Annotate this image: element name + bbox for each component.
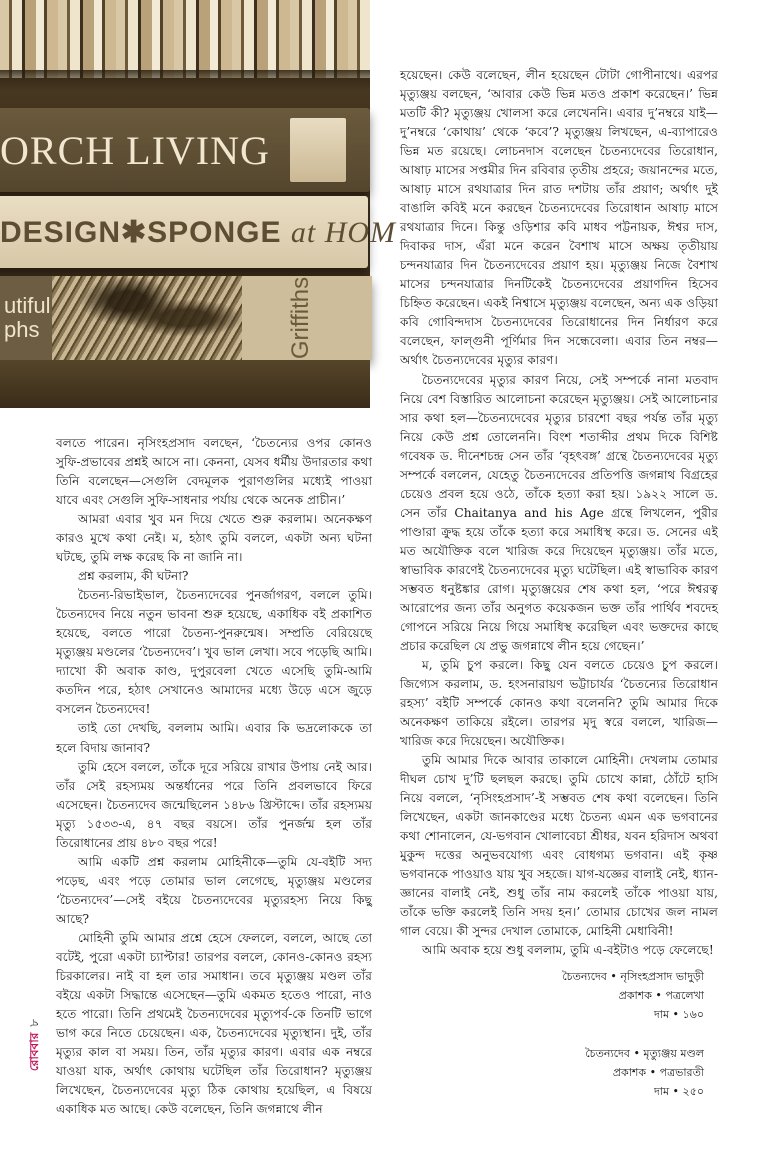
book-porch-living — [0, 108, 370, 192]
magazine-name: রোববার — [27, 1032, 41, 1072]
page-number: ৮ — [27, 1018, 41, 1027]
credit-title-author: চৈতন্যদেব • মৃত্যুঞ্জয় মণ্ডল — [585, 1046, 704, 1060]
book-griffiths — [0, 276, 372, 360]
book-credits — [464, 968, 704, 1101]
credit-publisher: প্রকাশক • পত্রভারতী — [612, 1065, 704, 1079]
paragraph: আমি অবাক হয়ে শুধু বললাম, তুমি এ-বইটাও পড়ে ফেলেছে! — [422, 943, 714, 958]
credit-price: দাম • ১৬০ — [653, 1007, 704, 1021]
book-title-line: utiful — [4, 292, 51, 318]
article-column-right — [400, 66, 718, 960]
paragraph: চৈতন্য-রিভাইভাল, চৈতন্যদেবের পুনর্জাগরণ, বললে তুমি। চৈতন্যদেব নিয়ে নতুন ভাবনা শুরু হয়েছে, একাধিক বই প্রকাশিত হয়েছে, বলতে পারো চৈতন্য-পুনরুন্মেষ। সম্প্রতি বেরিয়েছে মৃত্যুঞ্জয় মণ্ডলের ‘চৈতন্যদেব’। খুব ভাল লেখা। সবে পড়েছি আমি। দ্যাখো কী অবাক কাণ্ড, দুপুরবেলা খেতে এসেছি তুমি-আমি কতদিন পরে, হঠাৎ সেখানেও আমাদের মধ্যে উড়ে এসে জুড়ে বসলেন চৈতন্যদেব! — [56, 588, 372, 717]
book-stack-photo — [0, 0, 397, 408]
paragraph: বলতে পারেন। নৃসিংহপ্রসাদ বলছেন, ‘চৈতন্যের ওপর কোনও সুফি-প্রভাবের প্রশ্নই আসে না। কেননা, যেসব ধর্মীয় উদারতার কথা তিনি বলেছেন—সেগুলি বেদমূলক পুরাণগুলির মধ্যেই পাওয়া যাবে এবং সেগুলি সুফি-সাধনার পর্যায় থেকে অনেক প্রাচীন।’ — [56, 436, 372, 508]
credit-publisher: প্রকাশক • পত্রলেখা — [618, 988, 704, 1002]
paragraph: হয়েছেন। কেউ বলেছেন, লীন হয়েছেন টোটা গোপীনাথে। এরপর মৃত্যুঞ্জয় বলছেন, ‘আবার কেউ ভিন্ন মতও প্রকাশ করেছেন।’ ভিন্ন মতটি কী? মৃত্যুঞ্জয় খোলসা করে লেখেননি। এবার দু’নম্বরে যাই—দু’নম্বরে ‘কোথায়’ থেকে ‘কবে’? মৃত্যুঞ্জয় লিখছেন, এ-ব্যাপারেও ভিন্ন মত রয়েছে। লোচনদাস বলেছেন চৈতন্যদেবের তিরোধান, আষাঢ় মাসের সপ্তমীর দিন রবিবার তৃতীয় প্রহরে; জয়ানন্দের মতে, আষাঢ় মাসে রথযাত্রার দিন রাত দশটায় তাঁর প্রয়াণ; অর্থাৎ দুই বাঙালি কবিই মনে করছেন চৈতন্যদেবের তিরোধান আষাঢ় মাসে রথযাত্রার দিনে। কিন্তু ওড়িশার কবি মাধব পট্টনায়ক, ঈশ্বর দাস, দিবাকর দাস, এঁরা মনে করেন বৈশাখ মাসে অক্ষয় তৃতীয়ায় চন্দনযাত্রার দিন চৈতন্যদেবের প্রয়াণ হয়। মৃত্যুঞ্জয় নিজে বৈশাখ মাসের চন্দনযাত্রার দিনটিকেই চৈতন্যদেবের প্রয়াণদিন হিসেব চিহ্নিত করেছেন। একই নিশ্বাসে মৃত্যুঞ্জয় বলেছেন, অন্য এক ওড়িয়া কবি গোবিন্দদাস চৈতন্যদেবের তিরোধানের দিন নির্ধারণ করে বলেছেন, ফাল্গুনী পূর্ণিমার দিন সন্ধেবেলা। এবার তিন নম্বর—অর্থাৎ চৈতন্যদেবের মৃত্যুর কারণ। — [400, 68, 718, 368]
table-surface — [0, 360, 370, 408]
book-author-spine: Griffiths — [287, 276, 315, 360]
paragraph: আমি একটি প্রশ্ন করলাম মোহিনীকে—তুমি যে-বইটি সদ্য পড়েছ, এবং পড়ে তোমার ভাল লেগেছে, মৃত্যুঞ্জয় মণ্ডলের ‘চৈতন্যদেব’—সেই বইয়ে চৈতন্যদেবের মৃত্যুরহস্য নিয়ে কিছু আছে? — [56, 854, 372, 926]
book-design-sponge — [0, 196, 397, 268]
paragraph: প্রশ্ন করলাম, কী ঘটনা? — [78, 569, 189, 584]
article-column-left — [56, 434, 372, 1119]
book-title: DESIGN✱SPONGE at HOM — [0, 215, 397, 249]
book-title: ORCH LIVING — [0, 127, 270, 173]
credit-price: দাম • ২৫০ — [653, 1084, 704, 1098]
publisher-logo — [290, 118, 346, 182]
credit-title-author: চৈতন্যদেব • নৃসিংহপ্রসাদ ভাদুড়ী — [562, 970, 704, 983]
tree-cover-image — [52, 276, 242, 360]
paragraph: ম, তুমি চুপ করলে। কিছু যেন বলতে চেয়েও চুপ করলে। জিগ্যেস করলাম, ড. হংসনারায়ণ ভট্টাচার্যর ‘চৈতন্যের তিরোধান রহস্য’ বইটি সম্পর্কে কোনও কথা বলেননি? তুমি আমার দিকে অনেকক্ষণ তাকিয়ে রইলে। তারপর মৃদু স্বরে বললে, খারিজ—খারিজ করে দিয়েছেন। অযৌক্তিক। — [400, 657, 718, 749]
paragraph: মোহিনী তুমি আমার প্রশ্নে হেসে ফেললে, বললে, আছে তো বটেই, পুরো একটা চ্যাপ্টার! তারপর বললে, কোনও-কোনও রহস্য চিরকালের। নাই বা হল তার সমাধান। তবে মৃত্যুঞ্জয় মণ্ডল তাঁর বইয়ে একটা সিদ্ধান্তে এসেছেন—তুমি একমত হতেও পারো, নাও হতে পারো। তিনি প্রথমেই চৈতন্যদেবের মৃত্যুপর্ব-কে তিনটি ভাগে ভাগ করে নিতে চেয়েছেন। এক, চৈতন্যদেবের মৃত্যুস্থান। দুই, তাঁর মৃত্যুর কাল বা সময়। তিন, তাঁর মৃত্যুর কারণ। এবার এক নম্বরে যাওয়া যাক, অর্থাৎ কোথায় ঘটেছিল তাঁর তিরোধান? মৃত্যুঞ্জয় লিখেছেন, চৈতন্যদেবের মৃত্যু ঠিক কোথায় হয়েছিল, এ বিষয়ে একাধিক মত আছে। কেউ বলেছেন, তিনি জগন্নাথে লীন — [56, 930, 372, 1117]
paragraph: চৈতন্যদেবের মৃত্যুর কারণ নিয়ে, সেই সম্পর্কে নানা মতবাদ নিয়ে বেশ বিস্তারিত আলোচনা করেছেন মৃত্যুঞ্জয়। সেই আলোচনার সার কথা হল—চৈতন্যদেবের মৃত্যুর চারশো বছর পর্যন্ত তাঁর মৃত্যু নিয়ে কেউ প্রশ্ন তোলেননি। বিংশ শতাব্দীর প্রথম দিকে বিশিষ্ট গবেষক ড. দীনেশচন্দ্র সেন তাঁর ‘বৃহৎবঙ্গ’ গ্রন্থে চৈতন্যদেবের মৃত্যু সম্পর্কে বললেন, যেহেতু চৈতন্যদেবের প্রতিপত্তি জগন্নাথ বিগ্রহের চেয়েও প্রবল হয়ে ওঠে, তাঁকে হত্যা করা হয়। ১৯২২ সালে ড. সেন তাঁর Chaitanya and his Age গ্রন্থে লিখলেন, পুরীর পাণ্ডারা ক্রুদ্ধ হয়ে তাঁকে হত্যা করে সমাধিস্থ করে। ড. সেনের এই মত অযৌক্তিক বলে খারিজ করে দিয়েছেন মৃত্যুঞ্জয়। তাঁর মতে, স্বাভাবিক কারণেই চৈতন্যদেবের মৃত্যু ঘটেছিল। এই স্বাভাবিক কারণ সম্ভবত ধনুষ্টঙ্কার রোগ। মৃত্যুঞ্জয়ের শেষ কথা হল, ‘পরে ঈশ্বরত্ব আরোপের জন্য তাঁর অনুগত কয়েকজন ভক্ত তাঁর পার্থিব শবদেহ গোপনে সরিয়ে নিয়ে গিয়ে সমাধিস্থ করেছিল এবং ভক্তদের কাছে প্রচার করেছিল যে প্রভু জগন্নাথে লীন হয়ে গেছেন।’ — [400, 372, 718, 653]
bookshelf-background — [0, 0, 370, 78]
book-title-line: phs — [4, 317, 40, 342]
paragraph: তুমি হেসে বললে, তাঁকে দূরে সরিয়ে রাখার উপায় নেই আর। তাঁর সেই রহস্যময় অন্তর্ধানের পরে তিনি প্রবলভাবে ফিরে এসেছেন। চৈতন্যদেব জন্মেছিলেন ১৪৮৬ খ্রিস্টাব্দে। তাঁর রহস্যময় মৃত্যু ১৫৩৩-এ, ৪৭ বছর বয়সে। তাঁর পুনর্জন্ম হল তাঁর তিরোধানের প্রায় ৪৮০ বছর পরে! — [56, 759, 372, 850]
paragraph: তাই তো দেখছি, বললাম আমি। এবার কি ভদ্রলোককে তা হলে বিদায় জানাব? — [56, 721, 372, 755]
paragraph: আমরা এবার খুব মন দিয়ে খেতে শুরু করলাম। অনেকক্ষণ কারও মুখে কথা নেই। ম, হঠাৎ তুমি বললে, একটা অন্য ঘটনা ঘটছে, তুমি লক্ষ করেছ কি না জানি না। — [56, 512, 372, 565]
paragraph: তুমি আমার দিকে আবার তাকালে মোহিনী। দেখলাম তোমার দীঘল চোখ দু’টি ছলছল করছে। তুমি চোখে কান্না, ঠোঁটে হাসি নিয়ে বললে, ‘নৃসিংহপ্রসাদ’-ই সম্ভবত শেষ কথা বলেছেন। তিনি লিখেছেন, একটা জানকাণ্ডের মধ্যে চৈতন্য এমন এক ভগবানের কথা শোনালেন, যে-ভগবান খোলাবেচা শ্রীধর, যবন হরিদাস অথবা মুকুন্দ দত্তের অনুভবযোগ্য এবং বোধগম্য ভগবান। এই কৃষ্ণ ভগবানকে পাওয়াও যায় খুব সহজে। যাগ-যজ্ঞের বালাই নেই, ধ্যান-জ্ঞানের বালাই নেই, শুধু তাঁর নাম করলেই তাঁকে পাওয়া যায়, তাঁকে ভক্তি করলেই তিনি সদয় হন।’ তোমার চোখের জল নামল গাল বেয়ে। কী সুন্দর দেখাল তোমাকে, মোহিনী মেধাবিনী! — [400, 753, 718, 939]
page-footer — [26, 1010, 46, 1080]
